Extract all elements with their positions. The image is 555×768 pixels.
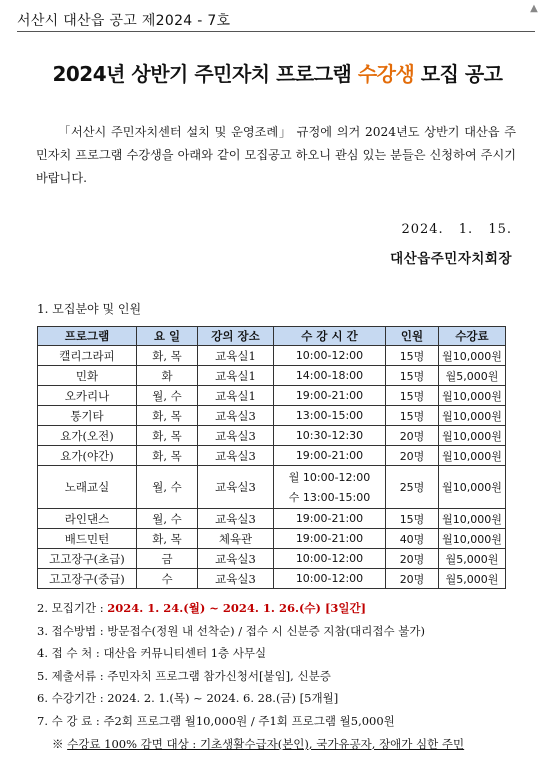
program-cell: 오카리나 — [38, 386, 137, 406]
room-cell: 교육실3 — [198, 549, 274, 569]
col-header-room: 강의 장소 — [198, 327, 274, 346]
room-cell: 교육실3 — [198, 446, 274, 466]
program-cell: 캘리그라피 — [38, 346, 137, 366]
time-cell: 19:00-21:00 — [274, 529, 386, 549]
days-cell: 화, 목 — [137, 529, 198, 549]
program-cell: 배드민턴 — [38, 529, 137, 549]
time-cell — [274, 466, 386, 509]
title-text-end: 모집 공고 — [414, 62, 503, 86]
days-cell: 수 — [137, 569, 198, 589]
note-label: 2. 모집기간 : — [37, 601, 108, 615]
program-cell: 통기타 — [38, 406, 137, 426]
people-cell: 40명 — [386, 529, 439, 549]
title-text: 2024년 상반기 주민자치 프로그램 — [52, 62, 358, 86]
room-cell: 교육실1 — [198, 346, 274, 366]
page-title — [0, 58, 555, 87]
note-course-period: 6. 수강기간 : 2024. 2. 1.(목) ~ 2024. 6. 28.(금) [5개월] — [37, 691, 339, 705]
time-cell: 10:30-12:30 — [274, 426, 386, 446]
fee-cell: 월10,000원 — [439, 386, 506, 406]
room-cell: 교육실3 — [198, 406, 274, 426]
room-cell: 체육관 — [198, 529, 274, 549]
fee-cell: 월5,000원 — [439, 549, 506, 569]
program-table — [37, 326, 506, 589]
days-cell: 월, 수 — [137, 509, 198, 529]
note-method: 3. 접수방법 : 방문접수(정원 내 선착순) / 접수 시 신분증 지참(대리접수 불가) — [37, 623, 425, 638]
days-cell: 화 — [137, 366, 198, 386]
days-cell: 금 — [137, 549, 198, 569]
fee-cell: 월10,000원 — [439, 529, 506, 549]
announce-date: 2024. 1. 15. — [401, 222, 512, 237]
time-line: 수 13:00-15:00 — [288, 491, 371, 504]
program-cell: 고고장구(중급) — [38, 569, 137, 589]
fee-cell: 월10,000원 — [439, 466, 506, 509]
col-header-days: 요 일 — [137, 327, 198, 346]
header-divider — [17, 31, 535, 32]
fee-cell: 월5,000원 — [439, 569, 506, 589]
scroll-up-icon[interactable]: ▲ — [530, 3, 538, 14]
table-row — [38, 549, 506, 569]
table-row — [38, 426, 506, 446]
people-cell: 20명 — [386, 426, 439, 446]
fee-cell: 월10,000원 — [439, 406, 506, 426]
people-cell: 20명 — [386, 549, 439, 569]
program-cell: 민화 — [38, 366, 137, 386]
program-cell: 요가(오전) — [38, 426, 137, 446]
table-header-row — [38, 327, 506, 346]
section-heading: 1. 모집분야 및 인원 — [37, 302, 142, 316]
time-cell: 14:00-18:00 — [274, 366, 386, 386]
table-row — [38, 406, 506, 426]
people-cell: 15명 — [386, 509, 439, 529]
time-cell: 10:00-12:00 — [274, 569, 386, 589]
time-cell: 19:00-21:00 — [274, 386, 386, 406]
people-cell: 20명 — [386, 446, 439, 466]
table-row — [38, 386, 506, 406]
days-cell: 화, 목 — [137, 406, 198, 426]
note-fee: 7. 수 강 료 : 주2회 프로그램 월10,000원 / 주1회 프로그램 월5,000원 — [37, 713, 395, 728]
intro-paragraph: 「서산시 주민자치센터 설치 및 운영조례」 규정에 의거 2024년도 상반기 대산읍 주민자치 프로그램 수강생을 아래와 같이 모집공고 하오니 관심 있는 분들은 신청하여 주시기 바랍니다. — [36, 125, 516, 185]
days-cell: 화, 목 — [137, 446, 198, 466]
table-row — [38, 569, 506, 589]
table-row — [38, 529, 506, 549]
days-cell: 화, 목 — [137, 426, 198, 446]
program-cell: 라인댄스 — [38, 509, 137, 529]
note-documents: 5. 제출서류 : 주민자치 프로그램 참가신청서[붙임], 신분증 — [37, 668, 331, 683]
time-cell: 10:00-12:00 — [274, 549, 386, 569]
people-cell: 15명 — [386, 366, 439, 386]
fee-cell: 월5,000원 — [439, 366, 506, 386]
fee-cell: 월10,000원 — [439, 346, 506, 366]
time-cell: 19:00-21:00 — [274, 509, 386, 529]
note-period — [37, 597, 537, 620]
table-row — [38, 366, 506, 386]
room-cell: 교육실3 — [198, 509, 274, 529]
col-header-people: 인원 — [386, 327, 439, 346]
note-mark: ※ — [52, 737, 68, 751]
room-cell: 교육실3 — [198, 426, 274, 446]
header-bar — [0, 0, 555, 30]
program-cell: 고고장구(초급) — [38, 549, 137, 569]
time-line: 월 10:00-12:00 — [288, 471, 371, 484]
room-cell: 교육실3 — [198, 466, 274, 509]
people-cell: 25명 — [386, 466, 439, 509]
days-cell: 월, 수 — [137, 466, 198, 509]
col-header-time: 수 강 시 간 — [274, 327, 386, 346]
fee-cell: 월10,000원 — [439, 509, 506, 529]
time-cell: 10:00-12:00 — [274, 346, 386, 366]
time-cell: 19:00-21:00 — [274, 446, 386, 466]
signer: 대산읍주민자치회장 — [390, 251, 512, 267]
fee-cell: 월10,000원 — [439, 446, 506, 466]
people-cell: 20명 — [386, 569, 439, 589]
people-cell: 15명 — [386, 346, 439, 366]
notes-list — [37, 597, 537, 732]
col-header-program: 프로그램 — [38, 327, 137, 346]
days-cell: 월, 수 — [137, 386, 198, 406]
program-cell: 노래교실 — [38, 466, 137, 509]
table-row — [38, 509, 506, 529]
announcement-number: 서산시 대산읍 공고 제2024 - 7호 — [17, 13, 231, 29]
title-highlight: 수강생 — [357, 62, 415, 86]
days-cell: 화, 목 — [137, 346, 198, 366]
table-row — [38, 446, 506, 466]
table-row — [38, 466, 506, 509]
room-cell: 교육실1 — [198, 366, 274, 386]
recruit-period: 2024. 1. 24.(월) ~ 2024. 1. 26.(수) [3일간] — [107, 601, 367, 615]
fee-cell: 월10,000원 — [439, 426, 506, 446]
time-cell: 13:00-15:00 — [274, 406, 386, 426]
program-cell: 요가(야간) — [38, 446, 137, 466]
fee-exemption-note — [52, 736, 464, 752]
note-place: 4. 접 수 처 : 대산읍 커뮤니티센터 1층 사무실 — [37, 646, 267, 660]
people-cell: 15명 — [386, 406, 439, 426]
room-cell: 교육실3 — [198, 569, 274, 589]
fee-exemption-text: 수강료 100% 감면 대상 : 기초생활수급자(본인), 국가유공자, 장애가 심한 주민 — [67, 737, 465, 751]
col-header-fee: 수강료 — [439, 327, 506, 346]
room-cell: 교육실1 — [198, 386, 274, 406]
table-row — [38, 346, 506, 366]
people-cell: 15명 — [386, 386, 439, 406]
